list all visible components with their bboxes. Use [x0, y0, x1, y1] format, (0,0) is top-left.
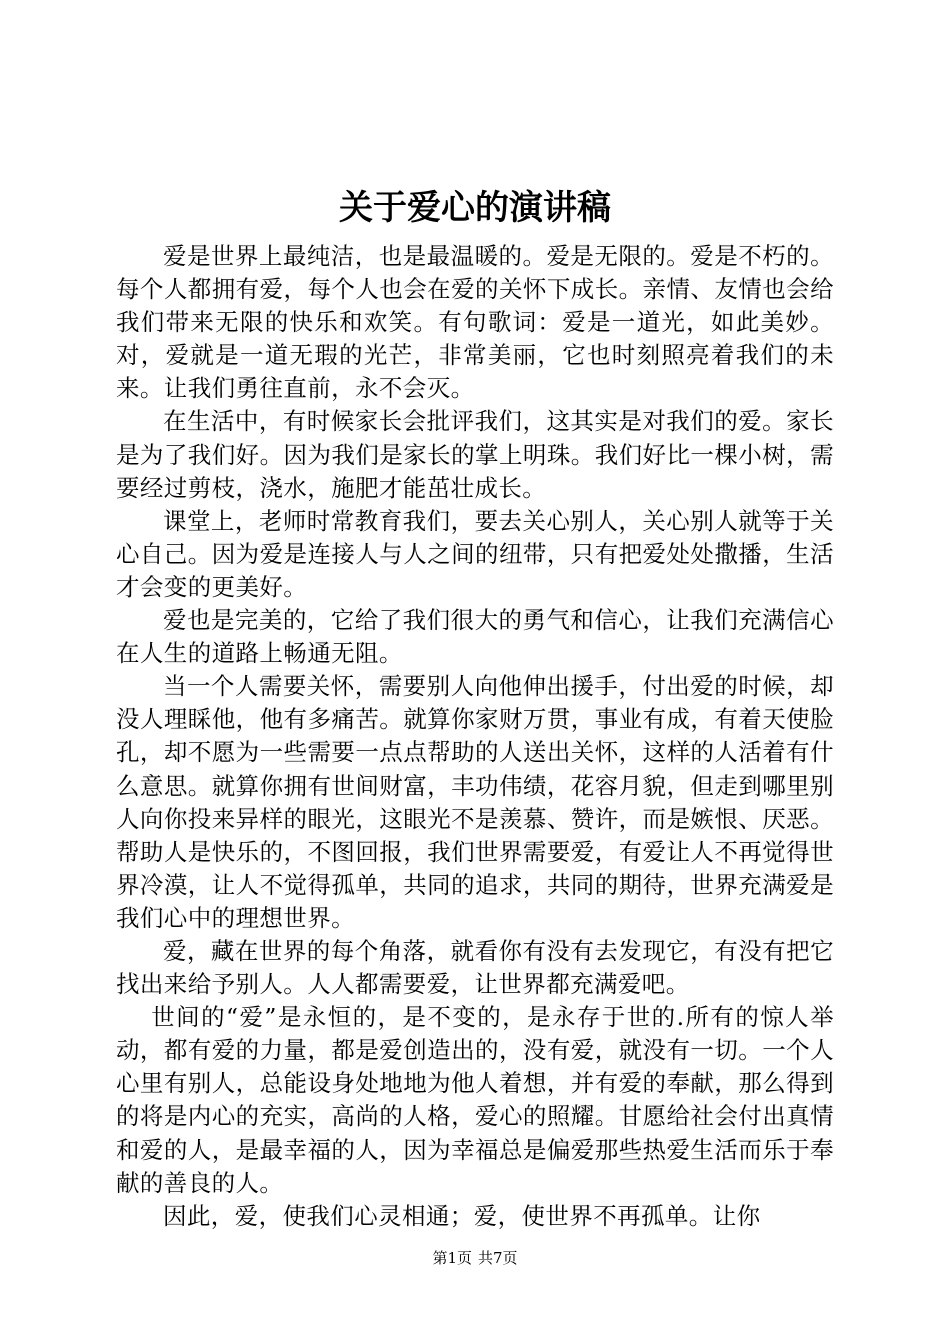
- paragraph-3: 课堂上，老师时常教育我们，要去关心别人，关心别人就等于关心自己。因为爱是连接人与人之间的纽带，只有把爱处处撒播，生活才会变的更美好。: [116, 506, 834, 601]
- paragraph-8: 因此，爱，使我们心灵相通；爱，使世界不再孤单。让你: [163, 1201, 761, 1230]
- document-body: [116, 240, 834, 1233]
- paragraph-2: 在生活中，有时候家长会批评我们，这其实是对我们的爱。家长是为了我们好。因为我们是家长的掌上明珠。我们好比一棵小树，需要经过剪枝，浇水，施肥才能茁壮成长。: [116, 407, 834, 502]
- page-footer: [0, 1248, 950, 1268]
- paragraph-6: 爱，藏在世界的每个角落，就看你有没有去发现它，有没有把它找出来给予别人。人人都需要爱，让世界都充满爱吧。: [116, 936, 834, 999]
- paragraph-7: 世间的“爱”是永恒的，是不变的，是永存于世的.所有的惊人举动，都有爱的力量，都是爱创造出的，没有爱，就没有一切。一个人心里有别人，总能设身处地地为他人着想，并有爱的奉献，那么得到的将是内心的充实，高尚的人格，爱心的照耀。甘愿给社会付出真情和爱的人，是最幸福的人，因为幸福总是偏爱那些热爱生活而乐于奉献的善良的人。: [116, 1003, 834, 1197]
- paragraph-4: 爱也是完美的，它给了我们很大的勇气和信心，让我们充满信心在人生的道路上畅通无阻。: [116, 606, 834, 668]
- paragraph-5: 当一个人需要关怀，需要别人向他伸出援手，付出爱的时候，却没人理睬他，他有多痛苦。就算你家财万贯，事业有成，有着天使脸孔，却不愿为一些需要一点点帮助的人送出关怀，这样的人活着有什么意思。就算你拥有世间财富，丰功伟绩，花容月貌，但走到哪里别人向你投来异样的眼光，这眼光不是羡慕、赞许，而是嫉恨、厌恶。帮助人是快乐的，不图回报，我们世界需要爱，有爱让人不再觉得世界冷漠，让人不觉得孤单，共同的追求，共同的期待，世界充满爱是我们心中的理想世界。: [116, 672, 834, 932]
- paragraph-1: 爱是世界上最纯洁，也是最温暖的。爱是无限的。爱是不朽的。每个人都拥有爱，每个人也会在爱的关怀下成长。亲情、友情也会给我们带来无限的快乐和欢笑。有句歌词：爱是一道光，如此美妙。对，爱就是一道无瑕的光芒，非常美丽，它也时刻照亮着我们的未来。让我们勇往直前，永不会灭。: [116, 242, 834, 403]
- page-number-current: 第1页: [432, 1249, 472, 1267]
- document-title: 关于爱心的演讲稿: [339, 188, 611, 228]
- page-number-total: 共7页: [478, 1249, 518, 1267]
